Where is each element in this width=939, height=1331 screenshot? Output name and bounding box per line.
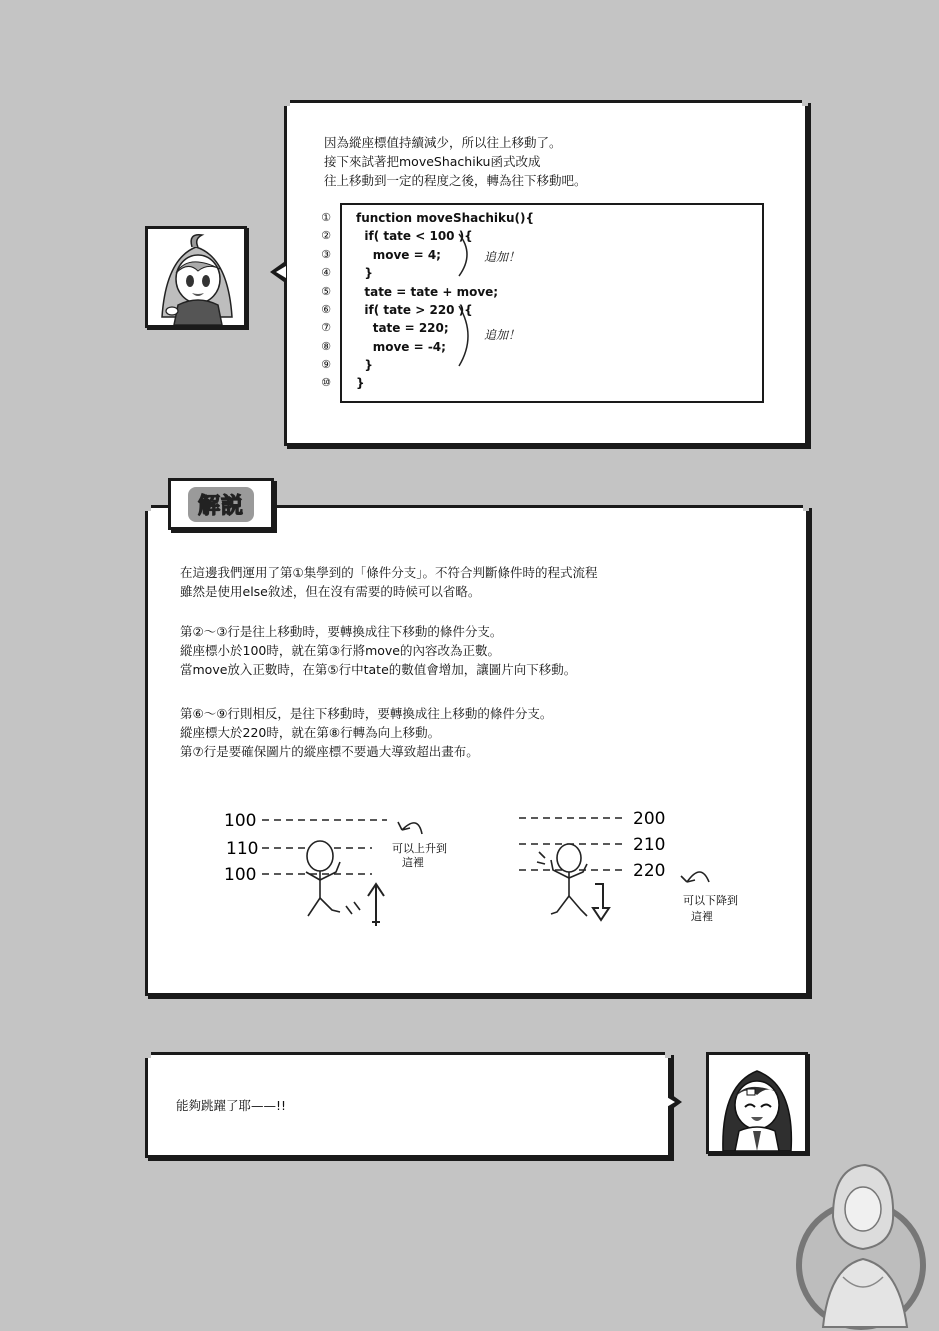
line-number: ⑩ (321, 376, 331, 389)
curved-arrow-icon (398, 822, 422, 834)
line-number: ① (321, 211, 331, 224)
intro-line: 因為縱座標值持續減少，所以往上移動了。 (324, 135, 562, 150)
line-number: ⑨ (321, 358, 331, 371)
line-number: ⑧ (321, 340, 331, 353)
sketch-left-caption: 可以上升到 (392, 842, 447, 855)
line-number: ⑦ (321, 321, 331, 334)
explanation-line: 在這邊我們運用了第①集學到的「條件分支」。不符合判斷條件時的程式流程 (180, 565, 598, 580)
code-line: if( tate < 100 ){ (356, 229, 473, 243)
explanation-line: 第⑥～⑨行則相反，是往下移動時，要轉換成往上移動的條件分支。 (180, 706, 553, 721)
explanation-line: 縱座標大於220時，就在第⑧行轉為向上移動。 (180, 725, 441, 740)
code-line: } (356, 358, 373, 372)
explanation-paragraph-2 (180, 622, 576, 679)
code-line: if( tate > 220 ){ (356, 303, 473, 317)
line-number: ⑤ (321, 285, 331, 298)
sketch-left (222, 800, 472, 940)
code-line: tate = 220; (356, 321, 449, 335)
sketch-right-label: 220 (633, 861, 666, 881)
intro-text (324, 133, 587, 190)
stick-figure-jumping-icon (306, 841, 360, 916)
line-number: ③ (321, 248, 331, 261)
explanation-paragraph-1 (180, 563, 597, 601)
sketch-right-label: 200 (633, 809, 666, 829)
line-number: ⑥ (321, 303, 331, 316)
avatar-character-right (706, 1052, 808, 1154)
code-line: tate = tate + move; (356, 285, 499, 299)
explanation-paragraph-3 (180, 704, 552, 761)
explanation-line: 當move放入正數時，在第⑤行中tate的數值會增加，讓圖片向下移動。 (180, 662, 577, 677)
note-added-2: 追加！ (484, 328, 521, 342)
sketch-right-caption: 這裡 (691, 910, 713, 923)
down-arrow-icon (593, 884, 609, 920)
sketch-left-caption: 這裡 (402, 856, 424, 869)
sketch-right-label: 210 (633, 835, 666, 855)
character-avatar-icon (148, 229, 244, 325)
explanation-title: 解説 (188, 487, 254, 522)
watermark-seal (783, 1147, 939, 1331)
bottom-speech-text: 能夠跳躍了耶——!! (176, 1098, 287, 1113)
explanation-title-tab (168, 478, 274, 530)
sketch-left-label: 100 (224, 865, 257, 885)
up-arrow-icon (368, 884, 384, 926)
explanation-line: 雖然是使用else敘述，但在沒有需要的時候可以省略。 (180, 584, 481, 599)
bottom-speech-tail-inner (665, 1096, 675, 1108)
code-line: move = -4; (356, 340, 446, 354)
bracket-1 (459, 234, 467, 276)
sketch-right (515, 800, 765, 940)
sketch-left-label: 110 (226, 839, 259, 859)
sketch-left-label: 100 (224, 811, 257, 831)
curved-arrow-icon (681, 872, 709, 882)
code-line: } (356, 376, 365, 390)
note-added-1: 追加！ (484, 250, 521, 264)
code-line: function moveShachiku(){ (356, 211, 535, 225)
sketch-right-caption: 可以下降到 (683, 894, 738, 907)
explanation-line: 縱座標小於100時，就在第③行將move的內容改為正數。 (180, 643, 500, 658)
top-speech-tail-inner (276, 266, 286, 278)
code-line: } (356, 266, 373, 280)
bracket-2 (459, 306, 468, 366)
line-number: ④ (321, 266, 331, 279)
intro-line: 往上移動到一定的程度之後，轉為往下移動吧。 (324, 173, 587, 188)
explanation-line: 第⑦行是要確保圖片的縱座標不要過大導致超出畫布。 (180, 744, 479, 759)
added-brackets (455, 230, 485, 380)
avatar-character-left (145, 226, 247, 328)
line-number: ② (321, 229, 331, 242)
intro-line: 接下來試著把moveShachiku函式改成 (324, 154, 541, 169)
explanation-line: 第②～③行是往上移動時，要轉換成往下移動的條件分支。 (180, 624, 503, 639)
character-avatar-icon (709, 1055, 805, 1151)
stick-figure-falling-icon (537, 844, 587, 916)
code-line: move = 4; (356, 248, 441, 262)
